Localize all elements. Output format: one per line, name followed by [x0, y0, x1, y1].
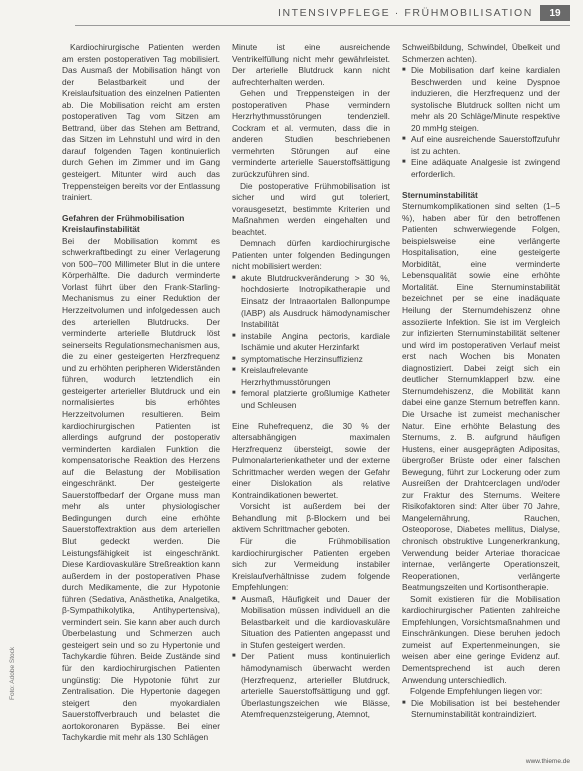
- paragraph: Vorsicht ist außerdem bei der Behandlung mit β-Blockern und bei aktivem Schrittmacher geboten.: [232, 501, 390, 535]
- sternum-recommendation-list: [402, 698, 560, 721]
- paragraph: Kardiochirurgische Patienten werden am ersten postoperativen Tag mobilisiert. Das Ausmaß der Mobilisation hängt von der Belastbarkeit und der Kreislaufsituation des einzelnen Patienten ab. Die Mobilisation reicht am ersten postoperativen Tag vom Sitzen am Bettrand, über das Stehen am Bettrand, das Sitzen im Lehnstuhl und wird in den darauf folgenden Tagen kontinuierlich durch Gehen im Zimmer und im Gang gesteigert. Mitunter wird auch das Treppensteigen bereits vor der Entlassung trainiert.: [62, 42, 220, 203]
- list-item: ■ instabile Angina pectoris, kardiale Ischämie und akuter Herzinfarkt: [232, 331, 390, 354]
- list-item: ■ symptomatische Herzinsuffizienz: [232, 354, 390, 366]
- recommendation-list: [232, 594, 390, 721]
- paragraph: Minute ist eine ausreichende Ventrikelfüllung nicht mehr gewährleistet. Der arterielle Blutdruck kann nicht aufrechterhalten werden.: [232, 42, 390, 87]
- paragraph: Folgende Empfehlungen liegen vor:: [410, 686, 543, 697]
- list-item: ■ Ausmaß, Häufigkeit und Dauer der Mobilisation müssen individuell an die Belastbarkeit und die kardiovaskuläre Situation des Patienten angepasst und in Stufen gesteigert werden.: [232, 594, 390, 652]
- subsection-heading: Sternuminstabilität: [402, 189, 478, 200]
- list-item: ■ Auf eine ausreichende Sauerstoffzufuhr ist zu achten.: [402, 134, 560, 157]
- header-rule: [75, 25, 570, 26]
- paragraph: Somit existieren für die Mobilisation kardiochirurgischer Patienten zahlreiche Empfehlungen, Vorsichtsmaßnahmen und Einschränkungen. Diese beruhen jedoch zumeist auf Expertenmeinungen, sie weisen aber eine geringe Evidenz auf. Dementsprechend ist auch deren Anwendung unterschiedlich.: [402, 593, 560, 685]
- footer-url: www.thieme.de: [525, 758, 570, 765]
- paragraph: Eine Ruhefrequenz, die 30 % der altersabhängigen maximalen Herzfrequenz übersteigt, sowie der Pulmonalarterienkatheter und der externe Schrittmacher werden wegen der Gefahr einer Dislokation als relative Kontraindikationen bewertet.: [232, 420, 390, 500]
- column-1: [62, 42, 220, 744]
- list-item: ■ femoral platzierte großlumige Katheter und Schleusen: [232, 388, 390, 411]
- paragraph: Schweißbildung, Schwindel, Übelkeit und Schmerzen achten).: [402, 42, 560, 64]
- list-item: ■ Die Mobilisation ist bei bestehender Sternuminstabilität kontraindiziert.: [402, 698, 560, 721]
- column-3: [402, 42, 560, 721]
- page-header: [0, 4, 583, 24]
- contraindication-list: [232, 273, 390, 412]
- list-item: ■ akute Blutdruckveränderung > 30 %, hochdosierte Inotropikatherapie und Einsatz der Intraaortalen Ballonpumpe (IABP) als Ausdruck hämodynamischer Instabilität: [232, 273, 390, 331]
- section-heading: Gefahren der Frühmobilisation: [62, 212, 185, 223]
- page-number: 19: [540, 5, 570, 21]
- paragraph: Sternumkomplikationen sind selten (1–5 %), haben aber für den betroffenen Patienten schwerwiegende Folgen, beispielsweise eine verlängerte Hospitalisation, eine gesteigerte Morbidität, eine verminderte Lebensqualität sowie eine erhöhte Mortalität. Eine Sternuminstabilität bezeichnet per se eine inadäquate Heilung der Sternumdehiszenz ohne assoziierte Infektion. Sie ist im Vergleich zur infizierten Sternuminstabilität seltener und wird im postoperativen Verlauf meist erst nach Wochen bis Monaten diagnostiziert. Dabei zeigt sich ein deutlicher Sternumklapperl bzw. eine Sternumdehiszenz, die Mobilität kann dabei eine ganze Sternum betreffen kann. Die Ursache ist zumeist mechanischer Natur. Eine erhöhte Belastung des Sternums, z. B. aufgrund häufigen Hustens, einer ausgeprägten Adipositas, übergroßer Brüste oder einer falschen Bewegung, führt zur Lockerung oder zum Ausreißen der Drahtcerclagen und/oder zur Fraktur des Sternums. Weitere Risikofaktoren sind: Alter über 70 Jahre, Mangelernährung, Rauchen, Osteoporose, Diabetes mellitus, Dialyse, chronisch obstruktive Lungenerkrankung, Verwendung beider Arteriae thoracicae internae, verlängerte Operationszeit, Reoperationen, verlängerte Beatmungszeiten und Kortisontherapie.: [402, 201, 560, 593]
- paragraph: Die postoperative Frühmobilisation ist sicher und wird gut toleriert, vorausgesetzt, bestimmte Kriterien und Maßnahmen werden eingehalten und beachtet.: [232, 180, 390, 237]
- list-item: ■ Eine adäquate Analgesie ist zwingend erforderlich.: [402, 157, 560, 180]
- list-item: ■ Kreislaufrelevante Herzrhythmusstörungen: [232, 365, 390, 388]
- column-2: [232, 42, 390, 721]
- list-item: ■ Die Mobilisation darf keine kardialen Beschwerden und keine Dyspnoe induzieren, die Herzfrequenz und der systolische Blutdruck sollten nicht um mehr als 20 Schläge/Minute respektive 20 mmHg steigen.: [402, 65, 560, 134]
- paragraph: Bei der Mobilisation kommt es schwerkraftbedingt zu einer Verlagerung von 500–700 Millimeter Blut in die untere Körperhälfte. Die dadurch verminderte Vorlast führt über den Frank-Starling-Mechanismus zu einer Reduktion der Herzzeitvolumen und infolgedessen auch des arteriellen Blutdrucks. Der verminderte arterielle Blutdruck löst seinerseits Regulationsmechanismen aus, die zu einer gesteigerten Herzfrequenz und zu erhöhten peripheren Widerständen führen, wodurch letztendlich ein gesteigerter arterieller Blutdruck und ein normalisiertes bis erhöhtes Herzzeitvolumen resultieren. Beim kardiochirurgischen Patienten ist allerdings aufgrund der postoperativ verminderten kardialen Funktion die kompensatorische Reaktion des Herzens auf die Belastung der Mobilisation eingeschränkt. Der gesteigerte Sauerstoffbedarf der Organe muss man mehr als unter physiologischer Bedingungen durch eine erhöhte Sauerstoffextraktion aus dem arteriellen Blut gedeckt werden. Die Leistungsfähigkeit ist eingeschränkt. Diese Kardiovaskuläre Streßreaktion kann außerdem in der postoperativen Phase durch Medikamente, die zur Hypotonie führen (Sedativa, Anästhetika, Analgetika, β-Sympathikolytika, Antihypertensiva), vermindert sein. Sie kann aber auch durch Überbelastung und Schmerzen auch gesteigert sein und so zu Hypertonie und Tachykardie führen. Beide Zustände sind für den kardiochirurgischen Patienten ungünstig: Die Hypotonie führt zur Zentralisation. Die Hypertonie dagegen steigert den myokardialen Sauerstoffverbrauch und belastet die aortokoronaren Bypässe. Bei einer Tachykardie mit mehr als 130 Schlägen: [62, 235, 220, 743]
- paragraph: Demnach dürfen kardiochirurgische Patienten unter folgenden Bedingungen nicht mobilisiert werden:: [232, 238, 390, 272]
- paragraph: Für die Frühmobilisation kardiochirurgischer Patienten ergeben sich zur Vermeidung instabiler Kreislaufverhältnisse zudem folgende Empfehlungen:: [232, 535, 390, 593]
- paragraph: Gehen und Treppensteigen in der postoperativen Phase vermindern Herzrhythmusstörungen tendenziell. Cockram et al. vermuten, dass die in anderen Studien beschriebenen vermehrten Störungen auf eine verminderte arterielle Sauerstoffsättigung zurückzuführen sind.: [232, 88, 390, 180]
- recommendation-list-continued: [402, 65, 560, 180]
- subsection-heading: Kreislaufinstabilität: [62, 224, 140, 235]
- photo-credit: Foto: Adobe Stock: [9, 646, 16, 700]
- running-title: INTENSIVPFLEGE · FRÜHMOBILISATION: [277, 7, 533, 19]
- list-item: ■ Der Patient muss kontinuierlich hämodynamisch überwacht werden (Herzfrequenz, arterieller Blutdruck, arterielle Sauerstoffsättigung und ggf. Überlastungszeichen wie Blässe, Atemfrequenzsteigerung, Atemnot,: [232, 651, 390, 720]
